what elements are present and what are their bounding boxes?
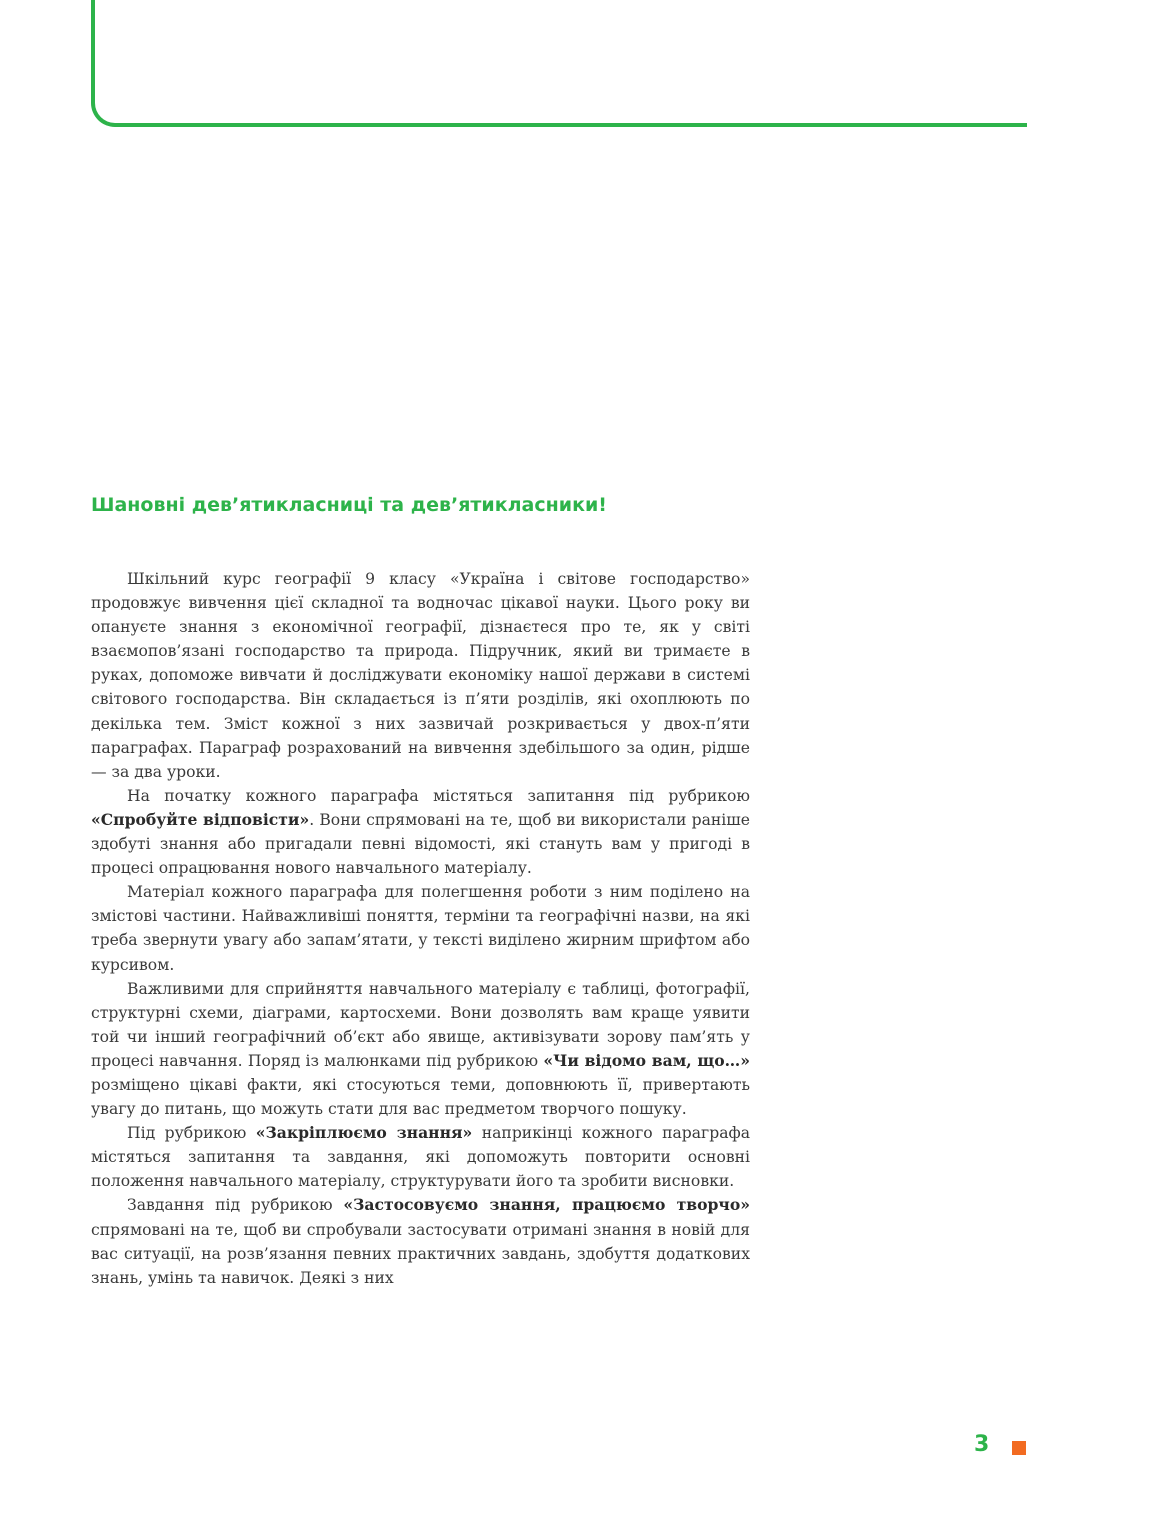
paragraph: [91, 880, 750, 976]
decorative-frame: [91, 0, 1027, 127]
paragraph: [91, 567, 750, 784]
rubric-name: «Спробуйте відповісти»: [91, 809, 310, 829]
page-marker-square: [1012, 1441, 1026, 1455]
text-run: спрямовані на те, щоб ви спробували застосувати отримані знання в новій для вас ситуації, на розв’язання певних практичних завдань, здобуття додаткових знань, умінь та навичок. Деякі з них: [91, 1220, 750, 1287]
body-text: [91, 567, 750, 1290]
text-run: Матеріал кожного параграфа для полегшення роботи з ним поділено на змістові частини. Найважливіші поняття, терміни та географічні назви, на які треба звернути увагу або запам’ятати, у тексті виділено жирним шрифтом або курсивом.: [91, 883, 750, 974]
text-run: Важливими для сприйняття навчального матеріалу є таблиці, фотографії, структурні схеми, діаграми, картосхеми. Вони дозволять вам краще уявити той чи інший географічний об’єкт або явище, активізувати зорову пам’ять у процесі навчання. Поряд із малюнками під рубрикою: [91, 979, 750, 1070]
text-run: На початку кожного параграфа містяться запитання під рубрикою: [127, 786, 750, 805]
paragraph: [91, 977, 750, 1122]
text-run: Під рубрикою: [127, 1124, 256, 1143]
text-run: . Вони спрямовані на те, щоб ви використали раніше здобуті знання або пригадали певні відомості, які стануть вам у пригоді в процесі опрацювання нового навчального матеріалу.: [91, 810, 750, 878]
paragraph: [91, 1193, 750, 1289]
text-run: Шкільний курс географії 9 класу «Україна і світове господарство» продовжує вивчення цієї складної та водночас цікавої науки. Цього року ви опануєте знання з економічної географії, дізнаєтеся про те, як у світі взаємопов’язані господарство та природа. Підручник, який ви тримаєте в руках, допоможе вивчати й досліджувати економіку нашої держави в системі світового господарства. Він складається із п’яти розділів, які охоплюють по декілька тем. Зміст кожної з них зазвичай розкривається у двох-п’яти параграфах. Параграф розрахований на вивчення здебільшого за один, рідше — за два уроки.: [91, 570, 750, 781]
text-run: розміщено цікаві факти, які стосуються теми, доповнюють її, привертають увагу до питань, що можуть стати для вас предметом творчого пошуку.: [91, 1075, 750, 1119]
text-run: наприкінці кожного параграфа містяться запитання та завдання, які допоможуть повторити основні положення навчального матеріалу, структурувати його та зробити висновки.: [91, 1124, 751, 1191]
rubric-name: «Закріплюємо знання»: [255, 1123, 473, 1143]
page-heading: Шановні дев’ятикласниці та дев’ятикласники!: [91, 494, 607, 516]
text-run: Завдання під рубрикою: [127, 1196, 344, 1215]
rubric-name: «Застосовуємо знання, працюємо творчо»: [343, 1195, 750, 1215]
page-number: 3: [974, 1432, 990, 1457]
rubric-name: «Чи відомо вам, що…»: [543, 1050, 750, 1070]
paragraph: [91, 1121, 750, 1193]
paragraph: [91, 784, 750, 880]
